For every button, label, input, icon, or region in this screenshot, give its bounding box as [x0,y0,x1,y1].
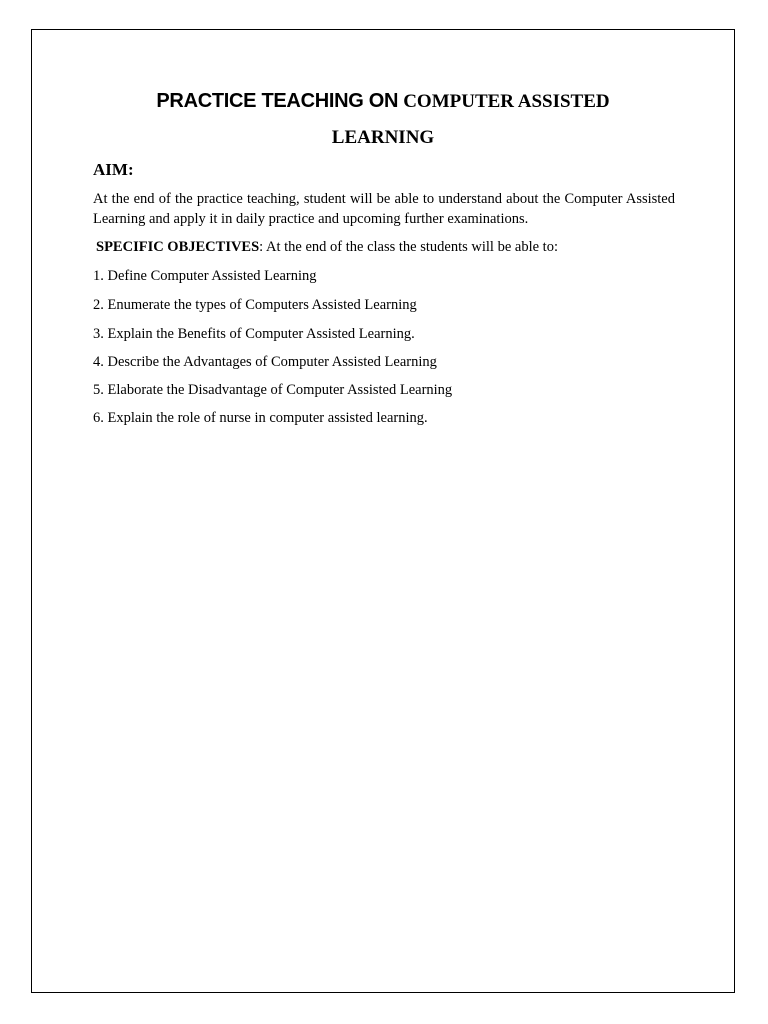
objective-item: 4. Describe the Advantages of Computer Assisted Learning [93,354,437,370]
title-part-serif: COMPUTER ASSISTED [403,91,610,112]
aim-heading: AIM: [93,160,134,179]
aim-paragraph: At the end of the practice teaching, student will be able to understand about the Computer Assisted Learning and apply it in daily practice and upcoming further examinations. [93,191,675,227]
objective-item: 5. Elaborate the Disadvantage of Computer Assisted Learning [93,382,453,398]
page-border [31,29,735,993]
objectives-heading: SPECIFIC OBJECTIVES [96,239,260,255]
objectives-intro [96,237,558,257]
objective-item: 3. Explain the Benefits of Computer Assisted Learning. [93,326,415,342]
objective-item: 6. Explain the role of nurse in computer assisted learning. [93,410,428,426]
document-title [31,89,735,114]
objective-item: 1. Define Computer Assisted Learning [93,268,317,284]
document-title-line-2: LEARNING [331,127,435,148]
title-part-sans: PRACTICE TEACHING ON [156,90,399,112]
objectives-intro-text: : At the end of the class the students will be able to: [259,239,558,255]
objective-item: 2. Enumerate the types of Computers Assisted Learning [93,297,417,313]
